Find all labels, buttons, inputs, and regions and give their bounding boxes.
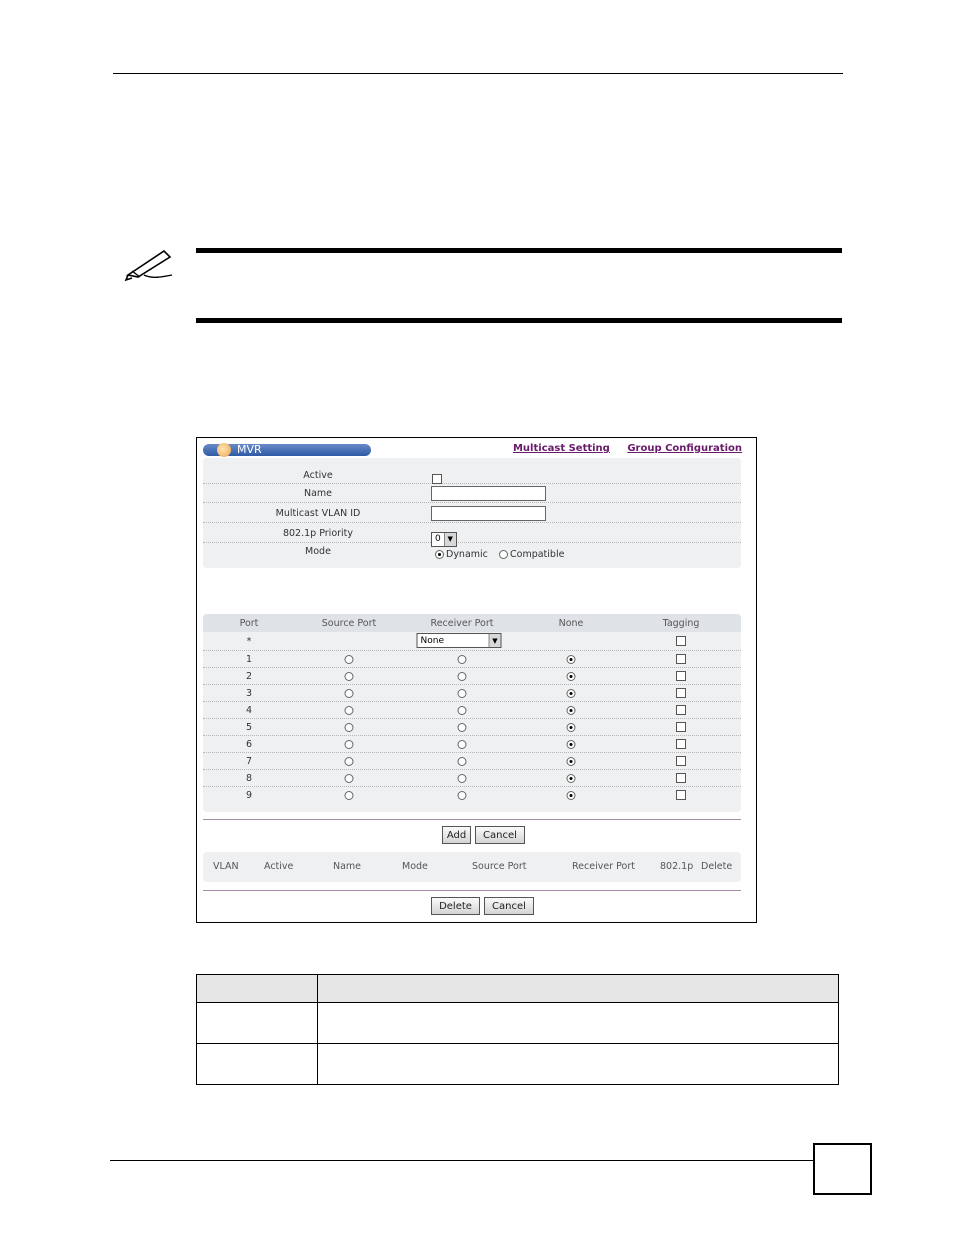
all-ports-symbol: * [246, 636, 252, 647]
all-ports-tagging-checkbox[interactable] [676, 636, 686, 646]
source-port-radio[interactable] [345, 757, 354, 766]
mode-dynamic-label: Dynamic [446, 549, 488, 560]
active-label: Active [303, 470, 333, 481]
col-source-port: Source Port [321, 618, 377, 629]
group-configuration-link[interactable]: Group Configuration [627, 443, 742, 454]
add-button[interactable]: Add [442, 826, 471, 844]
tagging-checkbox[interactable] [676, 671, 686, 681]
receiver-port-radio[interactable] [458, 723, 467, 732]
header-cell [197, 975, 318, 1003]
mode-row [203, 542, 741, 561]
all-ports-select[interactable]: None ▼ [417, 633, 502, 648]
source-port-radio[interactable] [345, 689, 354, 698]
source-port-radio[interactable] [345, 740, 354, 749]
source-port-radio[interactable] [345, 706, 354, 715]
title-orb-icon [217, 443, 231, 457]
port-table-panel [203, 614, 741, 812]
source-port-radio[interactable] [345, 774, 354, 783]
divider [203, 890, 741, 891]
chevron-down-icon: ▼ [444, 533, 456, 546]
port-number: 8 [245, 773, 253, 784]
table-row [203, 770, 741, 787]
col-source-port: Source Port [472, 861, 527, 872]
table-cell [318, 1044, 839, 1085]
note-rule-bottom [196, 318, 842, 323]
table-row [197, 1044, 839, 1085]
receiver-port-radio[interactable] [458, 689, 467, 698]
note-pencil-icon [124, 245, 176, 283]
vlan-id-input[interactable] [431, 506, 546, 521]
table-row [203, 753, 741, 770]
port-number: 1 [245, 654, 253, 665]
none-port-radio[interactable] [567, 774, 576, 783]
table-row [197, 1003, 839, 1044]
source-port-radio[interactable] [345, 723, 354, 732]
col-receiver-port: Receiver Port [572, 861, 635, 872]
mode-compatible-label: Compatible [510, 549, 565, 560]
chevron-down-icon: ▼ [489, 634, 501, 647]
col-tagging: Tagging [662, 618, 700, 629]
receiver-port-radio[interactable] [458, 757, 467, 766]
active-checkbox[interactable] [432, 474, 442, 484]
col-active: Active [264, 861, 294, 872]
priority-value: 0 [435, 534, 441, 544]
vlan-id-row [203, 504, 741, 523]
table-cell [197, 1044, 318, 1085]
source-port-radio[interactable] [345, 672, 354, 681]
tagging-checkbox[interactable] [676, 722, 686, 732]
priority-label: 802.1p Priority [282, 528, 354, 539]
port-number: 9 [245, 790, 253, 801]
col-delete: Delete [701, 861, 733, 872]
none-port-radio[interactable] [567, 740, 576, 749]
table-row [203, 668, 741, 685]
screen-title: MVR [237, 443, 262, 456]
tagging-checkbox[interactable] [676, 790, 686, 800]
tagging-checkbox[interactable] [676, 739, 686, 749]
receiver-port-radio[interactable] [458, 791, 467, 800]
name-label: Name [303, 488, 333, 499]
divider [203, 819, 741, 820]
active-row [203, 467, 741, 484]
port-number: 4 [245, 705, 253, 716]
tagging-checkbox[interactable] [676, 705, 686, 715]
port-number: 6 [245, 739, 253, 750]
mvr-form-panel [203, 458, 741, 568]
cancel-delete-button[interactable]: Cancel [484, 897, 534, 915]
mode-compatible-radio[interactable] [499, 550, 508, 559]
description-table [196, 974, 839, 1085]
none-port-radio[interactable] [567, 757, 576, 766]
header-rule [113, 73, 843, 74]
mode-dynamic-radio[interactable] [435, 550, 444, 559]
port-number: 5 [245, 722, 253, 733]
port-number: 7 [245, 756, 253, 767]
tagging-checkbox[interactable] [676, 773, 686, 783]
port-number: 3 [245, 688, 253, 699]
tagging-checkbox[interactable] [676, 756, 686, 766]
mode-label: Mode [305, 546, 331, 557]
title-bar [203, 444, 371, 456]
name-row [203, 484, 741, 503]
table-cell [318, 1003, 839, 1044]
top-links [499, 443, 742, 454]
page-number-box [813, 1143, 872, 1195]
name-input[interactable] [431, 486, 546, 501]
tagging-checkbox[interactable] [676, 654, 686, 664]
header-cell [318, 975, 839, 1003]
none-port-radio[interactable] [567, 655, 576, 664]
col-receiver-port: Receiver Port [430, 618, 494, 629]
table-row [203, 685, 741, 702]
receiver-port-radio[interactable] [458, 655, 467, 664]
none-port-radio[interactable] [567, 672, 576, 681]
receiver-port-radio[interactable] [458, 706, 467, 715]
delete-button[interactable]: Delete [431, 897, 480, 915]
port-number: 2 [245, 671, 253, 682]
col-vlan: VLAN [213, 861, 239, 872]
table-row [203, 651, 741, 668]
multicast-setting-link[interactable]: Multicast Setting [512, 443, 610, 454]
col-mode: Mode [402, 861, 428, 872]
table-row [203, 787, 741, 804]
source-port-radio[interactable] [345, 655, 354, 664]
cancel-button[interactable]: Cancel [475, 826, 525, 844]
vlan-table-panel [203, 852, 741, 882]
table-row [203, 702, 741, 719]
col-none: None [558, 618, 584, 629]
table-row [203, 736, 741, 753]
table-header-row [197, 975, 839, 1003]
source-port-radio[interactable] [345, 791, 354, 800]
none-port-radio[interactable] [567, 723, 576, 732]
note-rule-top [196, 248, 842, 253]
none-port-radio[interactable] [567, 689, 576, 698]
receiver-port-radio[interactable] [458, 774, 467, 783]
none-port-radio[interactable] [567, 791, 576, 800]
none-port-radio[interactable] [567, 706, 576, 715]
table-row [203, 719, 741, 736]
receiver-port-radio[interactable] [458, 672, 467, 681]
footer-rule [110, 1160, 814, 1161]
col-port: Port [239, 618, 259, 629]
vlan-id-label: Multicast VLAN ID [275, 508, 361, 519]
receiver-port-radio[interactable] [458, 740, 467, 749]
col-priority: 802.1p [660, 861, 694, 872]
priority-row [203, 524, 741, 543]
mvr-screenshot [196, 437, 757, 923]
col-name: Name [333, 861, 362, 872]
port-table-header [203, 614, 741, 632]
all-ports-row [203, 632, 741, 651]
table-cell [197, 1003, 318, 1044]
tagging-checkbox[interactable] [676, 688, 686, 698]
